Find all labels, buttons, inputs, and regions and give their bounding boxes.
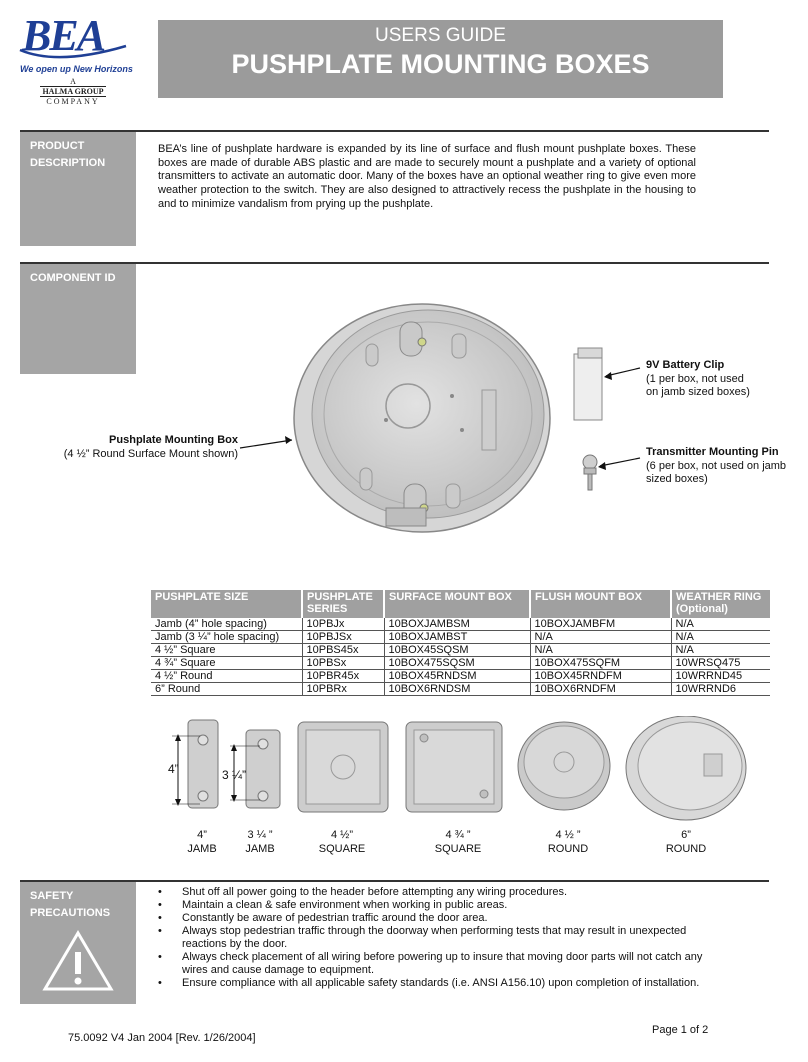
table-row xyxy=(151,618,770,631)
caption-475-square xyxy=(418,828,498,856)
component-id-label: COMPONENT ID xyxy=(20,264,136,374)
table-cell: 10WRSQ475 xyxy=(671,657,770,670)
list-item: • Always check placement of all wiring before powering up to insure that moving door parts will not catch any wires and cause damage to equipment. xyxy=(158,951,703,977)
doc-title: PUSHPLATE MOUNTING BOXES xyxy=(231,49,650,79)
list-item: • Ensure compliance with all applicable safety standards (i.e. ANSI A156.10) upon completion of installation. xyxy=(158,977,703,990)
list-item: • Maintain a clean & safe environment when working in public areas. xyxy=(158,899,703,912)
caption-line-2: SQUARE xyxy=(434,843,482,855)
product-label-line-1: PRODUCT xyxy=(30,140,85,152)
header-surface-mount-box: SURFACE MOUNT BOX xyxy=(384,590,530,618)
product-description-text: BEA’s line of pushplate hardware is expanded by its line of surface and flush mount pushplate boxes. These boxes are made of durable ABS plastic and are made to securely mount a pushplate and a variety of optional transmitters to activate an automatic door. Many of the boxes have an optional weather ring to give even more weather protection to the switch. They are also designed to attractively recess the pushplate in the housing to and to minimize vandalism from prying up the pushplate. xyxy=(158,143,696,210)
logo-tagline: We open up New Horizons xyxy=(20,64,133,74)
table-cell: 4 ½” Round xyxy=(151,670,302,683)
halma-line-3: COMPANY xyxy=(46,97,100,106)
table-row xyxy=(151,683,770,696)
list-item: • Always stop pedestrian traffic through the doorway when performing tests that may result in unexpected reactions by the door. xyxy=(158,925,703,951)
table-cell: 10PBR45x xyxy=(302,670,384,683)
dim-label-3q-inch: 3 ¼” xyxy=(222,768,247,782)
page-number: Page 1 of 2 xyxy=(652,1024,709,1036)
safety-list xyxy=(158,886,703,990)
battery-clip-title: 9V Battery Clip xyxy=(646,359,725,371)
mounting-pin-note-2: sized boxes) xyxy=(646,473,708,485)
table-cell: 10PBS45x xyxy=(302,644,384,657)
safety-label-line-1: SAFETY xyxy=(30,890,74,902)
table-cell: N/A xyxy=(530,644,671,657)
table-cell: 10BOX45RNDSM xyxy=(384,670,530,683)
table-cell: 10BOX6RNDSM xyxy=(384,683,530,696)
halma-line-1: A xyxy=(70,77,76,86)
table-row xyxy=(151,670,770,683)
mounting-box-note: (4 ½” Round Surface Mount shown) xyxy=(63,447,238,460)
caption-45-round xyxy=(530,828,606,856)
mounting-pin-note-1: (6 per box, not used on jamb xyxy=(646,459,787,472)
table-cell: 10BOXJAMBST xyxy=(384,631,530,644)
table-cell: Jamb (3 ¼” hole spacing) xyxy=(151,631,302,644)
table-header-row xyxy=(151,590,770,618)
box-lineup-illustration xyxy=(160,716,750,826)
caption-line-1: 4 ¾ ” xyxy=(445,829,471,841)
table-cell: 10WRRND45 xyxy=(671,670,770,683)
table-cell: 10PBJx xyxy=(302,618,384,631)
mounting-box-title: Pushplate Mounting Box xyxy=(109,434,238,446)
caption-line-1: 4 ½ ” xyxy=(555,829,581,841)
table-row xyxy=(151,631,770,644)
table-cell: 4 ¾” Square xyxy=(151,657,302,670)
table-cell: N/A xyxy=(671,618,770,631)
bea-logo: BEA xyxy=(22,11,105,60)
mounting-box-callout xyxy=(40,434,238,461)
table-cell: N/A xyxy=(671,644,770,657)
table-cell: 10BOXJAMBSM xyxy=(384,618,530,631)
list-item: • Constantly be aware of pedestrian traffic around the door area. xyxy=(158,912,703,925)
table-cell: N/A xyxy=(671,631,770,644)
mounting-pin-callout xyxy=(646,446,806,487)
table-cell: 10BOX45SQSM xyxy=(384,644,530,657)
table-cell: 10PBRx xyxy=(302,683,384,696)
caption-line-1: 4” xyxy=(197,829,207,841)
halma-line-2: HALMA GROUP xyxy=(40,86,106,97)
table-cell: 10BOX6RNDFM xyxy=(530,683,671,696)
caption-line-1: 6” xyxy=(681,829,691,841)
caption-line-2: SQUARE xyxy=(318,843,366,855)
battery-clip-callout xyxy=(646,359,796,400)
mounting-pin-title: Transmitter Mounting Pin xyxy=(646,446,779,458)
header-flush-mount-box: FLUSH MOUNT BOX xyxy=(530,590,671,618)
header-pushplate-series: PUSHPLATE SERIES xyxy=(302,590,384,618)
caption-line-2: ROUND xyxy=(665,843,707,855)
document-id: 75.0092 V4 Jan 2004 [Rev. 1/26/2004] xyxy=(68,1032,256,1044)
table-cell: 10BOX475SQFM xyxy=(530,657,671,670)
battery-clip-note-2: on jamb sized boxes) xyxy=(646,386,750,398)
caption-line-1: 4 ½” xyxy=(330,829,353,841)
table-cell: 4 ½” Square xyxy=(151,644,302,657)
dim-label-4-inch: 4” xyxy=(168,762,179,776)
header-weather-ring: WEATHER RING (Optional) xyxy=(671,590,770,618)
parts-table xyxy=(151,590,770,696)
table-cell: 6” Round xyxy=(151,683,302,696)
caption-line-2: ROUND xyxy=(547,843,589,855)
caption-45-square xyxy=(304,828,380,856)
table-cell: 10PBJSx xyxy=(302,631,384,644)
caption-line-1: 3 ¼ ” xyxy=(247,829,273,841)
header-pushplate-size: PUSHPLATE SIZE xyxy=(151,590,302,618)
table-cell: 10BOX475SQSM xyxy=(384,657,530,670)
warning-icon xyxy=(42,930,114,992)
table-cell: 10WRRND6 xyxy=(671,683,770,696)
table-cell: 10PBSx xyxy=(302,657,384,670)
product-label-line-2: DESCRIPTION xyxy=(30,157,106,169)
table-cell: 10BOXJAMBFM xyxy=(530,618,671,631)
battery-clip-note-1: (1 per box, not used xyxy=(646,372,744,385)
doc-subtitle: USERS GUIDE xyxy=(375,25,506,46)
caption-line-2: JAMB xyxy=(187,843,217,855)
list-item: • Shut off all power going to the header before attempting any wiring procedures. xyxy=(158,886,703,899)
table-row xyxy=(151,644,770,657)
table-cell: Jamb (4” hole spacing) xyxy=(151,618,302,631)
caption-3q-jamb xyxy=(232,828,288,856)
caption-6-round xyxy=(648,828,724,856)
table-cell: 10BOX45RNDFM xyxy=(530,670,671,683)
table-cell: N/A xyxy=(530,631,671,644)
safety-label-line-2: PRECAUTIONS xyxy=(30,907,111,919)
caption-4-jamb xyxy=(174,828,230,856)
table-row xyxy=(151,657,770,670)
caption-line-2: JAMB xyxy=(245,843,275,855)
